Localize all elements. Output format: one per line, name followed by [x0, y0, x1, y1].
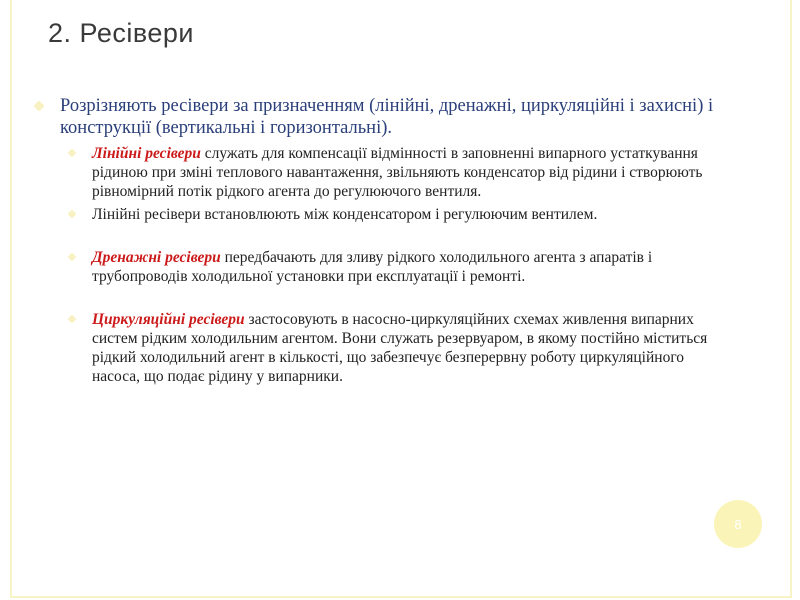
- slide-title: 2. Ресівери: [48, 18, 195, 48]
- list-item-linear: [92, 144, 720, 201]
- list-item-linear-install: [92, 205, 720, 224]
- term-linear: Лінійні ресівери: [92, 145, 201, 162]
- list-item-circulation: [92, 310, 720, 386]
- bullet-icon: [67, 252, 76, 261]
- bullet-icon: [67, 209, 76, 218]
- intro-bullet: [40, 95, 720, 139]
- item-text: застосовують в насосно-циркуляційних схемах живлення випарних систем рідким холодильним агентом. Вони служать резервуаром, в якому постійно міститься рідкий холодильний агент в кількості, що забезпечує безперервну роботу циркуляційного насоса, що подає рідину у випарники.: [92, 311, 708, 385]
- item-text: передбачають для зливу рідкого холодильного агента з апаратів і трубопроводів холодильної установки при експлуатації і ремонті.: [92, 249, 653, 285]
- bullet-icon: [67, 148, 76, 157]
- list-item-drainage: [92, 248, 720, 286]
- page-number: 8: [734, 516, 742, 532]
- slide-content: [40, 95, 720, 386]
- intro-text: Розрізняють ресівери за призначенням (лінійні, дренажні, циркуляційні і захисні) і конструкції (вертикальні і горизонтальні).: [60, 96, 714, 138]
- bullet-icon: [67, 314, 76, 323]
- item-text: Лінійні ресівери встановлюють між конденсатором і регулюючим вентилем.: [92, 206, 598, 223]
- item-text: служать для компенсації відмінності в заповненні випарного устаткування рідиною при зміні теплового навантаження, звільняють конденсатор від рідини і створюють рівномірний потік рідкого агента до регулюючого вентиля.: [92, 145, 703, 200]
- page-number-badge: [714, 500, 762, 548]
- term-drainage: Дренажні ресівери: [92, 249, 221, 266]
- term-circulation: Циркуляційні ресівери: [92, 311, 245, 328]
